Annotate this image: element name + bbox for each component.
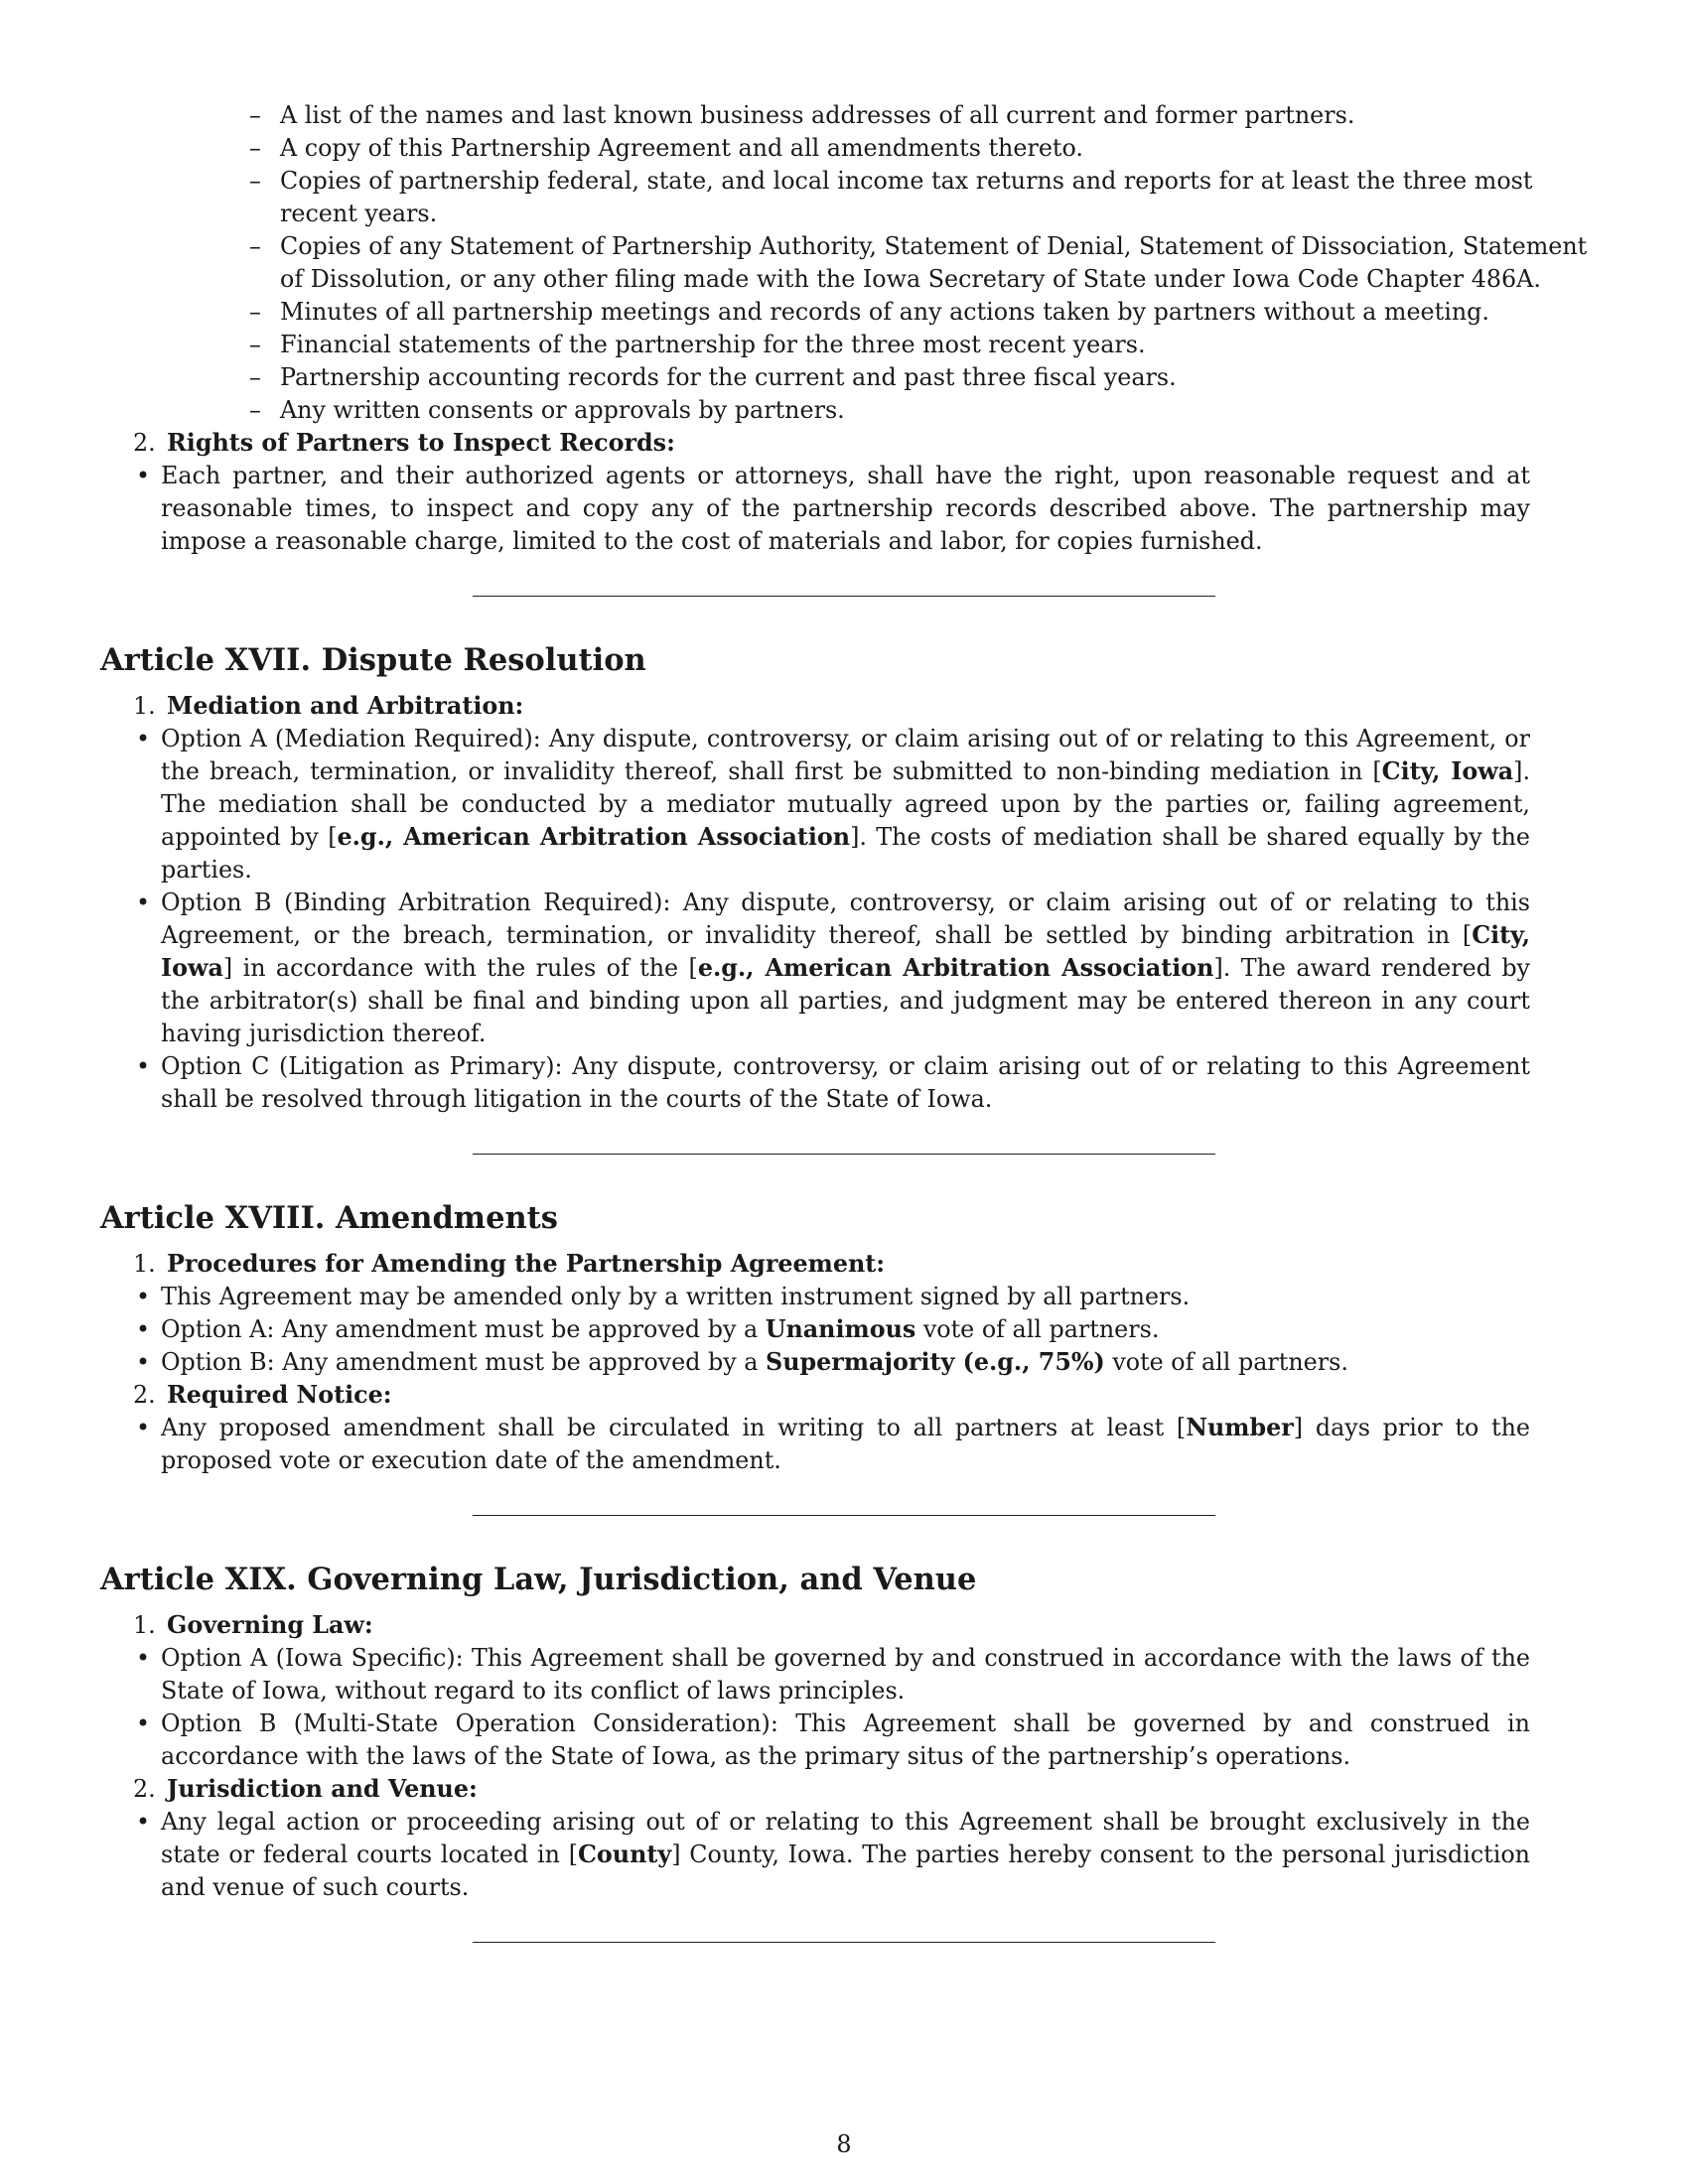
records-list [249, 99, 1590, 427]
item-title: Mediation and Arbitration: [167, 692, 524, 720]
item-title: Governing Law: [167, 1611, 373, 1639]
item-title: Jurisdiction and Venue: [167, 1775, 478, 1803]
list-item: – Copies of partnership federal, state, and local income tax returns and reports for at least the three most recent years. [249, 165, 1591, 230]
list-item: – Partnership accounting records for the current and past three fiscal years. [249, 361, 1591, 394]
list-item: • This Agreement may be amended only by a written instrument signed by all partners. [100, 1281, 1530, 1313]
article-heading: Article XVII. Dispute Resolution [100, 642, 646, 678]
list-item: – A list of the names and last known business addresses of all current and former partners. [249, 99, 1591, 132]
item-number: 2. [133, 1775, 156, 1803]
option-c: • Option C (Litigation as Primary): Any dispute, controversy, or claim arising out of or relating to this Agreement shall be resolved through litigation in the courts of the State of Iowa. [100, 1050, 1530, 1116]
list-item: – Financial statements of the partnership for the three most recent years. [249, 329, 1591, 361]
list-item: • Any proposed amendment shall be circulated in writing to all partners at least [Number] days prior to the proposed vote or execution date of the amendment. [100, 1412, 1530, 1477]
list-item: • Each partner, and their authorized agents or attorneys, shall have the right, upon reasonable request and at reasonable times, to inspect and copy any of the partnership records described above. The partnership may impose a reasonable charge, limited to the cost of materials and labor, for copies furnished. [100, 460, 1530, 558]
option-b: • Option B (Binding Arbitration Required): Any dispute, controversy, or claim arising out of or relating to this Agreement, or the breach, termination, or invalidity thereof, shall be settled by binding arbitration in [City, Iowa] in accordance with the rules of the [e.g., American Arbitration Association]. The award rendered by the arbitrator(s) shall be final and binding upon all parties, and judgment may be entered thereon in any court having jurisdiction thereof. [100, 887, 1530, 1050]
item-title: Rights of Partners to Inspect Records: [167, 429, 675, 457]
notice-bullets [100, 1412, 1590, 1477]
item-number: 1. [133, 1250, 156, 1278]
amend-procedures-item [100, 1248, 1590, 1281]
item-title: Procedures for Amending the Partnership Agreement: [167, 1250, 886, 1278]
list-item: – Any written consents or approvals by partners. [249, 394, 1591, 427]
inspect-rights-item [100, 427, 1590, 460]
list-item: • Option A (Iowa Specific): This Agreement shall be governed by and construed in accordance with the laws of the State of Iowa, without regard to its conflict of laws principles. [100, 1642, 1530, 1707]
article-heading: Article XVIII. Amendments [100, 1200, 558, 1236]
item-number: 1. [133, 1611, 156, 1639]
required-notice-item [100, 1379, 1590, 1412]
list-item: • Any legal action or proceeding arising out of or relating to this Agreement shall be brought exclusively in the state or federal courts located in [County] County, Iowa. The parties hereby consent to the personal jurisdiction and venue of such courts. [100, 1806, 1530, 1904]
mediation-item [100, 690, 1590, 723]
item-number: 2. [133, 429, 156, 457]
list-item: • Option B (Multi-State Operation Consideration): This Agreement shall be governed by and construed in accordance with the laws of the State of Iowa, as the primary situs of the partnership’s operations. [100, 1707, 1530, 1773]
amend-bullets [100, 1281, 1590, 1379]
jurisdiction-item [100, 1773, 1590, 1806]
governing-law-item [100, 1609, 1590, 1642]
page-number: 8 [836, 2130, 852, 2158]
governing-law-bullets [100, 1642, 1590, 1773]
list-item: • Option B: Any amendment must be approved by a Supermajority (e.g., 75%) vote of all partners. [100, 1346, 1530, 1379]
option-a: • Option A (Mediation Required): Any dispute, controversy, or claim arising out of or relating to this Agreement, or the breach, termination, or invalidity thereof, shall first be submitted to non-binding mediation in [City, Iowa]. The mediation shall be conducted by a mediator mutually agreed upon by the parties or, failing agreement, appointed by [e.g., American Arbitration Association]. The costs of mediation shall be shared equally by the parties. [100, 723, 1530, 887]
list-item: • Option A: Any amendment must be approved by a Unanimous vote of all partners. [100, 1313, 1530, 1346]
dispute-options [100, 723, 1590, 1116]
inspect-bullets [100, 460, 1590, 558]
list-item: – A copy of this Partnership Agreement and all amendments thereto. [249, 132, 1591, 165]
item-title: Required Notice: [167, 1381, 392, 1409]
item-number: 2. [133, 1381, 156, 1409]
list-item: – Minutes of all partnership meetings and records of any actions taken by partners without a meeting. [249, 296, 1591, 329]
item-number: 1. [133, 692, 156, 720]
document-page [100, 99, 1590, 1943]
list-item: – Copies of any Statement of Partnership Authority, Statement of Denial, Statement of Dissociation, Statement of Dissolution, or any other filing made with the Iowa Secretary of State under Iowa Code Chapter 486A. [249, 230, 1591, 296]
section-divider [473, 1942, 1215, 1943]
article-heading: Article XIX. Governing Law, Jurisdiction, and Venue [100, 1562, 977, 1597]
jurisdiction-bullets [100, 1806, 1590, 1904]
